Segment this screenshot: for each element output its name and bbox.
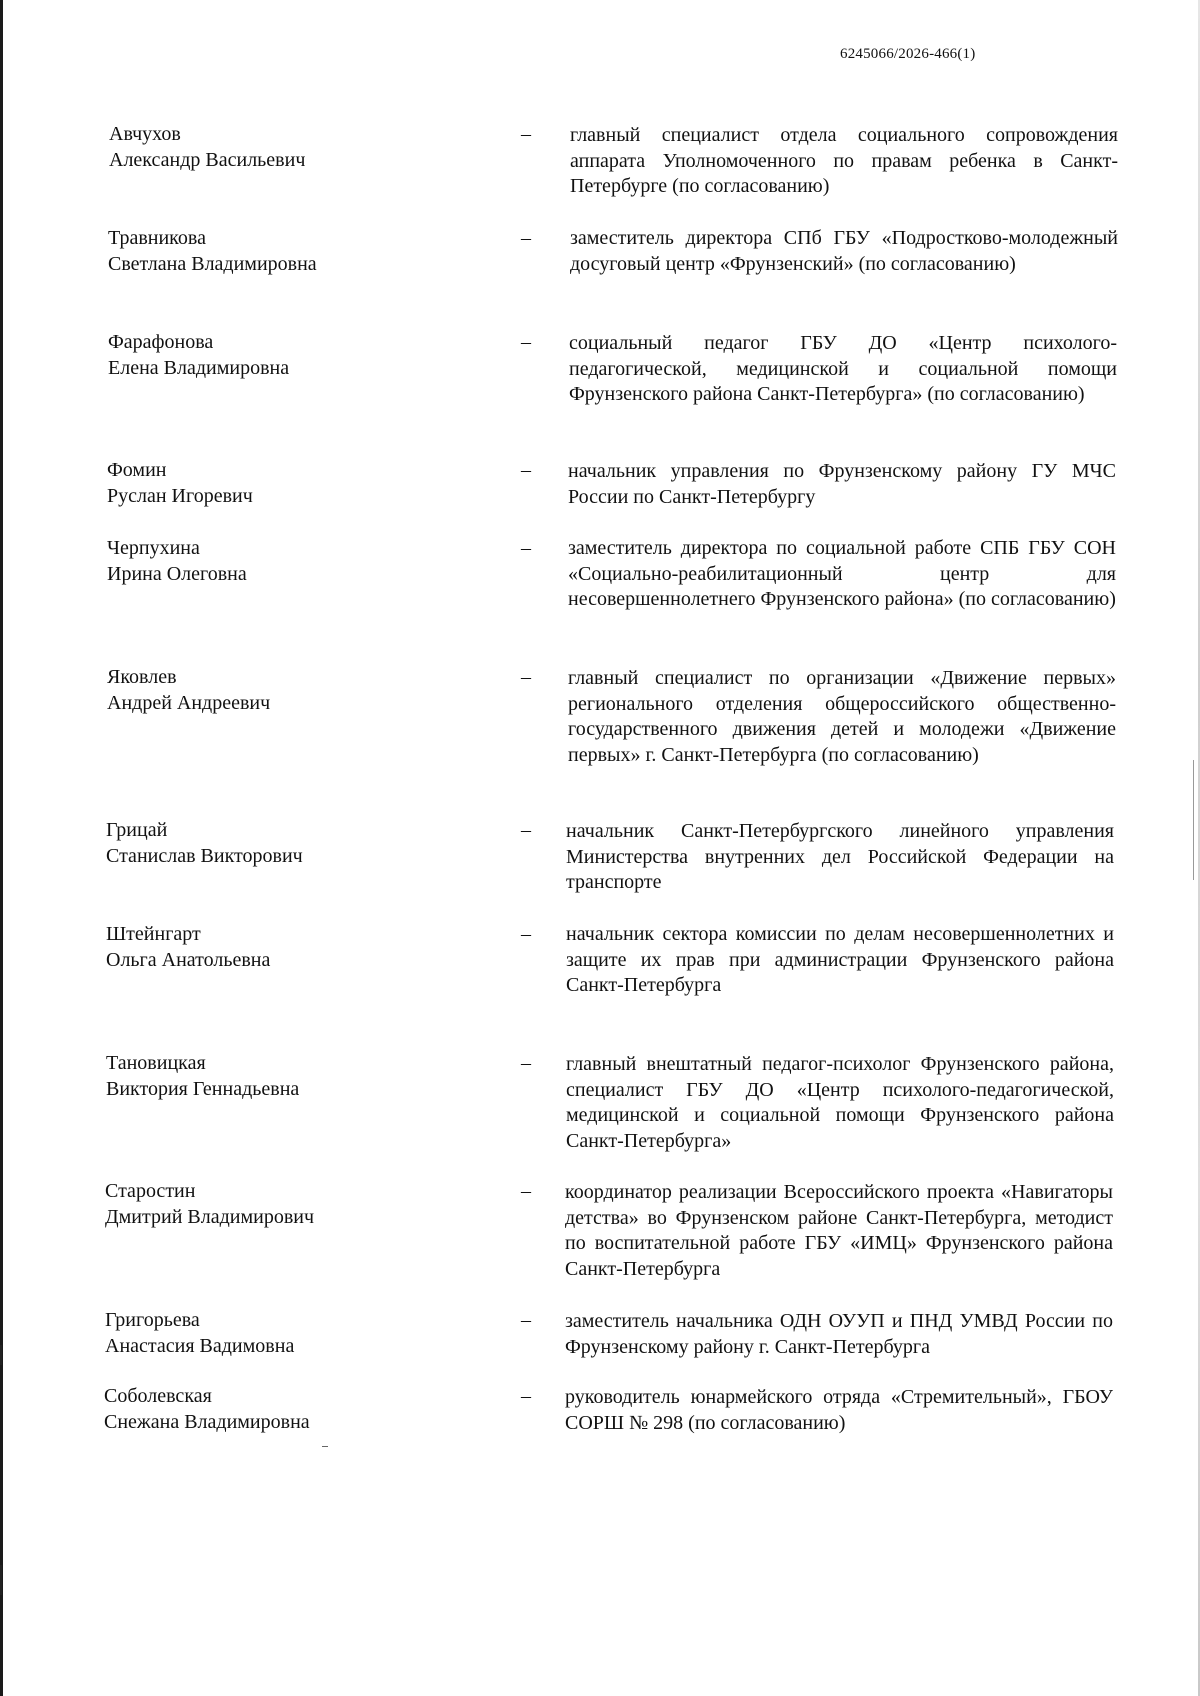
member-name [107, 535, 467, 587]
list-dash: – [521, 1052, 531, 1074]
member-surname: Авчухов [109, 123, 181, 145]
member-name [106, 817, 466, 869]
member-surname: Старостин [105, 1180, 196, 1202]
member-position: начальник управления по Фрунзенскому району ГУ МЧС России по Санкт-Петербургу [568, 460, 1116, 508]
member-given-name: Андрей Андреевич [107, 692, 271, 714]
list-dash: – [521, 331, 531, 353]
member-position: социальный педагог ГБУ ДО «Центр психолого-педагогической, медицинской и социальной помощи Фрунзенского района Санкт-Петербурга» (по согласованию) [569, 332, 1117, 406]
member-name [108, 329, 468, 381]
list-dash: – [521, 123, 531, 145]
member-name [106, 921, 466, 973]
member-surname: Соболевская [104, 1385, 212, 1407]
member-surname: Фомин [107, 459, 167, 481]
member-surname: Григорьева [105, 1309, 200, 1331]
member-name [105, 1178, 465, 1230]
list-dash: – [521, 227, 531, 249]
member-surname: Яковлев [107, 666, 177, 688]
member-position: главный специалист отдела социального сопровождения аппарата Уполномоченного по правам ребенка в Санкт-Петербурге (по согласованию) [570, 124, 1118, 198]
document-number: 6245066/2026-466(1) [840, 46, 976, 62]
scan-artifact-dot [322, 1446, 328, 1447]
list-dash: – [521, 819, 531, 841]
list-dash: – [521, 459, 531, 481]
member-given-name: Ирина Олеговна [107, 563, 247, 585]
member-given-name: Снежана Владимировна [104, 1411, 310, 1433]
list-dash: – [521, 923, 531, 945]
scan-artifact-speck [1193, 760, 1194, 880]
list-dash: – [521, 537, 531, 559]
scan-artifact-mark [0, 1345, 2, 1365]
list-dash: – [521, 1385, 531, 1407]
member-position: заместитель директора СПб ГБУ «Подростково-молодежный досуговый центр «Фрунзенский» (по согласованию) [570, 227, 1118, 275]
member-name [104, 1383, 464, 1435]
member-given-name: Виктория Геннадьевна [106, 1078, 300, 1100]
member-position: руководитель юнармейского отряда «Стремительный», ГБОУ СОРШ № 298 (по согласованию) [565, 1386, 1113, 1434]
member-name [105, 1307, 465, 1359]
member-given-name: Светлана Владимировна [108, 253, 317, 275]
list-dash: – [521, 666, 531, 688]
member-position: начальник сектора комиссии по делам несовершеннолетних и защите их прав при администрации Фрунзенского района Санкт-Петербурга [566, 923, 1114, 997]
member-given-name: Елена Владимировна [108, 357, 290, 379]
member-position: заместитель начальника ОДН ОУУП и ПНД УМВД России по Фрунзенскому району г. Санкт-Петербурга [565, 1310, 1113, 1358]
member-position: главный внештатный педагог-психолог Фрунзенского района, специалист ГБУ ДО «Центр психолого-педагогической, медицинской и социальной помощи Фрунзенского района Санкт-Петербурга» [566, 1053, 1114, 1152]
member-given-name: Анастасия Вадимовна [105, 1335, 295, 1357]
member-position: заместитель директора по социальной работе СПБ ГБУ СОН «Социально-реабилитационный центр для несовершеннолетнего Фрунзенского района» (по согласованию) [568, 537, 1116, 611]
member-surname: Фарафонова [108, 331, 214, 353]
scan-left-edge [0, 0, 3, 1696]
member-name [108, 225, 468, 277]
member-surname: Травникова [108, 227, 206, 249]
member-name [106, 1050, 466, 1102]
member-surname: Черпухина [107, 537, 200, 559]
member-name [107, 664, 467, 716]
member-given-name: Ольга Анатольевна [106, 949, 271, 971]
member-surname: Штейнгарт [106, 923, 201, 945]
member-position: координатор реализации Всероссийского проекта «Навигаторы детства» во Фрунзенском районе Санкт-Петербурга, методист по воспитательной работе ГБУ «ИМЦ» Фрунзенского района Санкт-Петербурга [565, 1181, 1113, 1280]
member-name [109, 121, 469, 173]
member-given-name: Станислав Викторович [106, 845, 303, 867]
list-dash: – [521, 1309, 531, 1331]
member-given-name: Руслан Игоревич [107, 485, 253, 507]
member-position: начальник Санкт-Петербургского линейного управления Министерства внутренних дел Российской Федерации на транспорте [566, 820, 1114, 894]
member-name [107, 457, 467, 509]
member-surname: Тановицкая [106, 1052, 206, 1074]
scan-artifact-mark [0, 1565, 2, 1595]
member-surname: Грицай [106, 819, 168, 841]
member-given-name: Александр Васильевич [109, 149, 306, 171]
list-dash: – [521, 1180, 531, 1202]
member-given-name: Дмитрий Владимирович [105, 1206, 315, 1228]
member-position: главный специалист по организации «Движение первых» регионального отделения общероссийского общественно-государственного движения детей и молодежи «Движение первых» г. Санкт-Петербурга (по согласованию) [568, 667, 1116, 766]
